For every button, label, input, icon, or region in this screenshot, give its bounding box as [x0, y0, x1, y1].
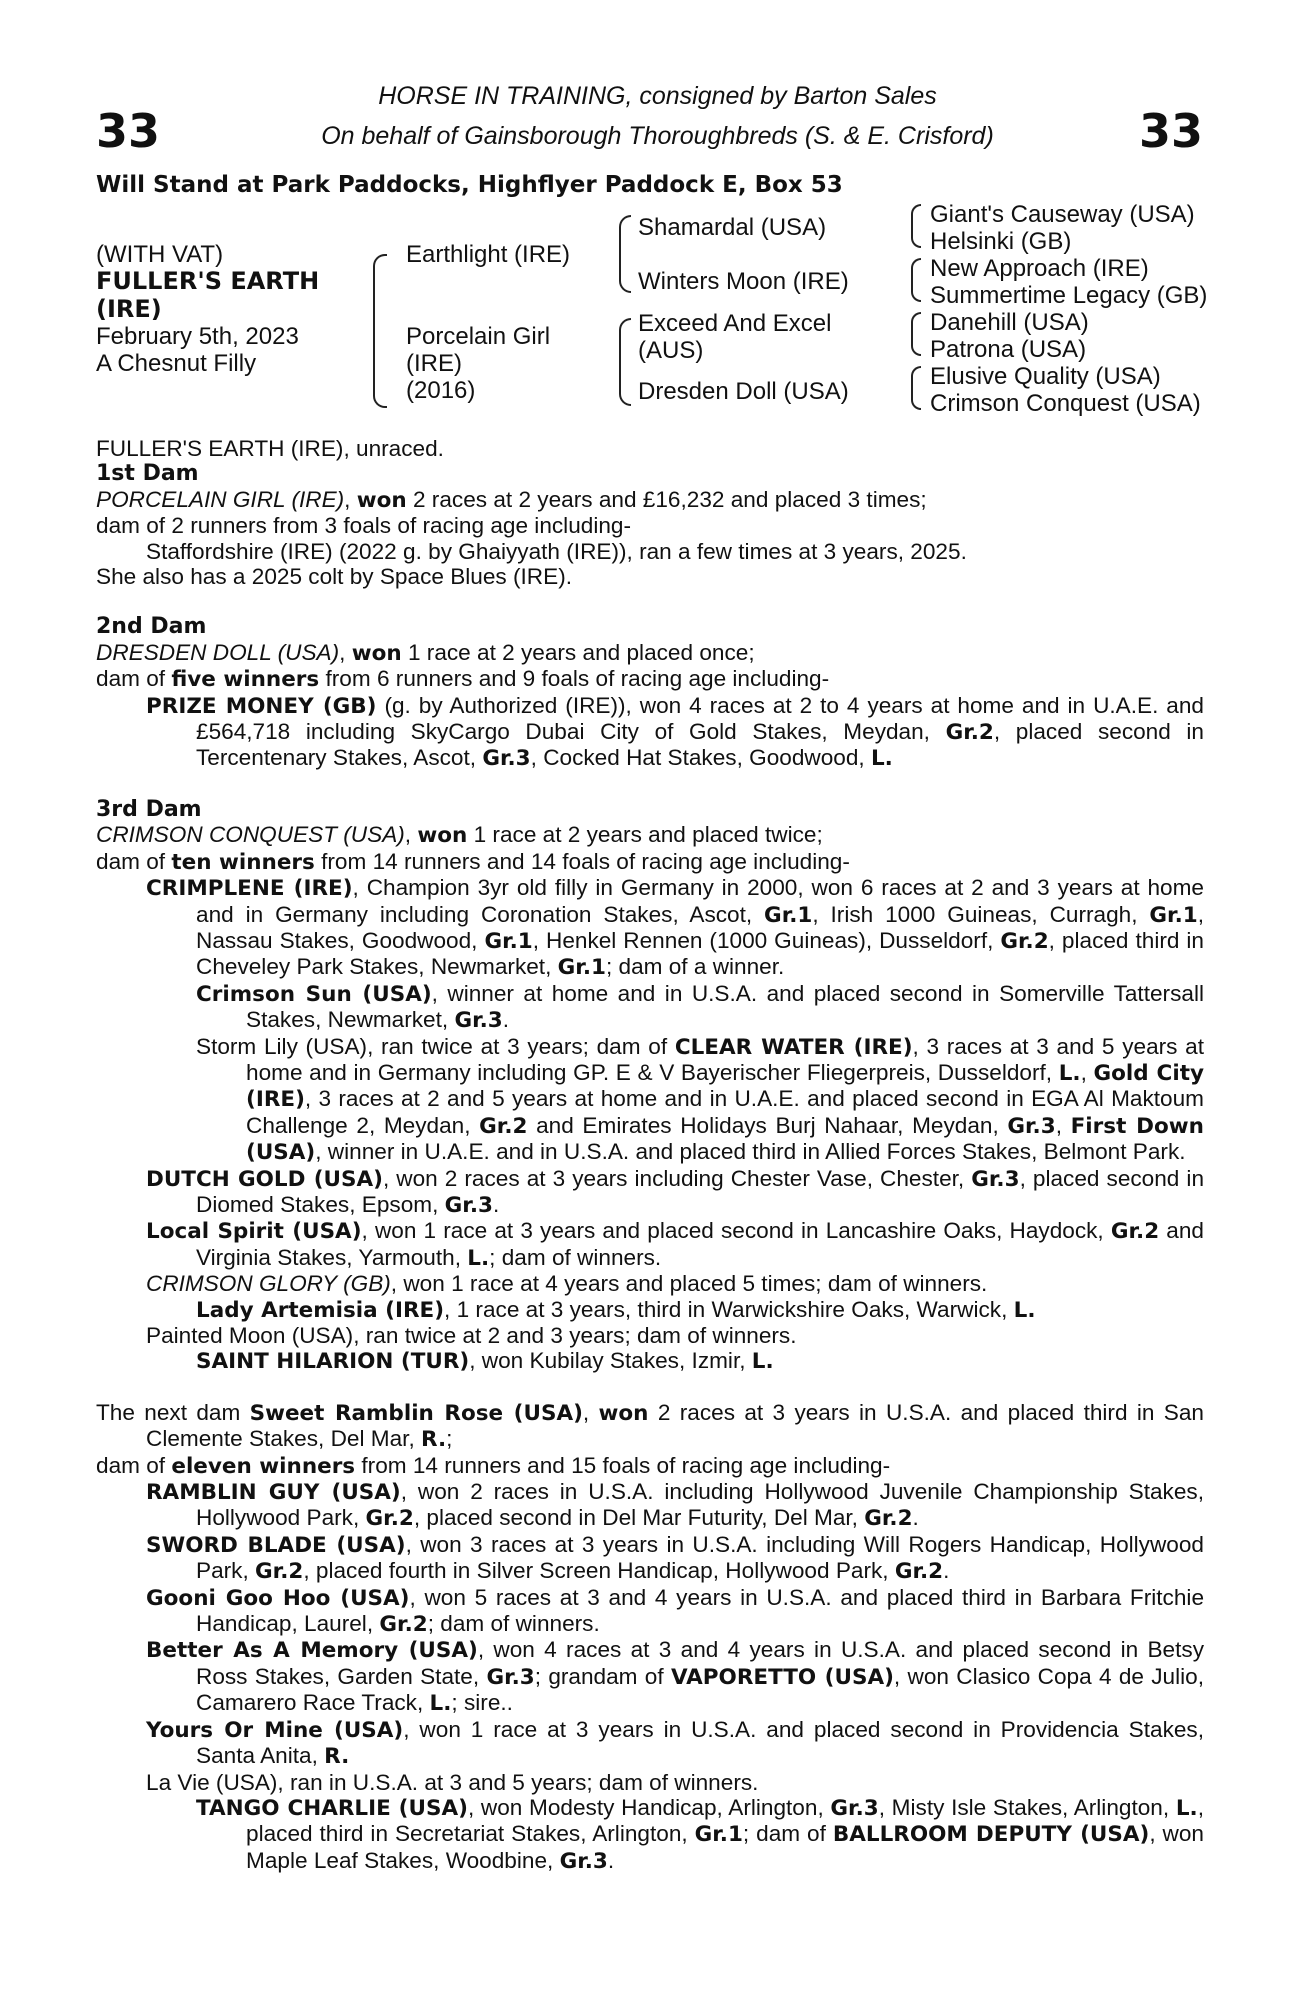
- pedigree-brace: [619, 215, 631, 293]
- next-dam-record: [96, 1400, 1204, 1453]
- second-dam-record: DRESDEN DOLL (USA), won 1 race at 2 years and placed once;: [96, 639, 755, 666]
- dam-sire-suffix: (AUS): [638, 337, 704, 364]
- first-dam-record: PORCELAIN GIRL (IRE), won 2 races at 2 years and £16,232 and placed 3 times;: [96, 486, 927, 513]
- progeny-entry: [96, 875, 1204, 981]
- dam-year: (2016): [406, 377, 476, 404]
- horse-name: First Down (USA): [246, 1113, 1204, 1166]
- winners-count: eleven winners: [171, 1453, 356, 1479]
- grade: L.: [467, 1245, 490, 1271]
- progeny-entry: [96, 1297, 1204, 1323]
- horse-name: Lady Artemisia (IRE): [196, 1297, 445, 1323]
- text: ; dam of: [742, 1821, 833, 1847]
- progeny-entry: [96, 693, 1204, 772]
- text: , placed second in Tercentenary Stakes, Ascot,: [196, 719, 1204, 771]
- third-dam-heading: 3rd Dam: [96, 796, 202, 822]
- progeny-entry: [96, 1532, 1204, 1585]
- text: from 6 runners and 9 foals of racing age including-: [319, 666, 830, 692]
- horse-name: CLEAR WATER (IRE): [674, 1034, 913, 1060]
- grade: Gr.1: [1149, 902, 1198, 928]
- text: dam of: [96, 666, 172, 692]
- horse-name: CRIMSON GLORY (GB): [146, 1271, 391, 1297]
- horse-name: TANGO CHARLIE (USA): [196, 1795, 468, 1821]
- text: from 14 runners and 14 foals of racing age including-: [314, 848, 850, 874]
- progeny-entry: Painted Moon (USA), ran twice at 2 and 3 years; dam of winners.: [146, 1323, 797, 1348]
- progeny-entry: [96, 1271, 1204, 1296]
- sire-sire-sire: Giant's Causeway (USA): [930, 201, 1195, 228]
- horse-name: FULLER'S EARTH: [96, 267, 320, 295]
- first-dam-note: She also has a 2025 colt by Space Blues (IRE).: [96, 564, 572, 590]
- horse-name: PRIZE MONEY (GB): [146, 693, 377, 719]
- third-dam-produce: [96, 849, 1204, 875]
- horse-name: RAMBLIN GUY (USA): [146, 1480, 401, 1506]
- won-label: won: [351, 640, 402, 666]
- text: 2 races at 3 years in U.S.A. and placed third in San Clemente Stakes, Del Mar,: [146, 1399, 1204, 1452]
- text: , 1 race at 3 years, third in Warwickshire Oaks, Warwick,: [444, 1296, 1014, 1322]
- progeny-entry: [96, 981, 1204, 1034]
- sire: Earthlight (IRE): [406, 241, 571, 268]
- grade: Gr.2: [479, 1113, 528, 1139]
- consignment-line: HORSE IN TRAINING, consigned by Barton Sales: [378, 82, 937, 110]
- vat-note: (WITH VAT): [96, 241, 224, 268]
- text: , Champion 3yr old filly in Germany in 2000, won 6 races at 2 and 3 years at home and in Germany including Coronation Stakes, Ascot,: [196, 875, 1204, 927]
- text: , placed second in Del Mar Futurity, Del Mar,: [413, 1505, 865, 1531]
- pedigree-brace: [373, 254, 387, 408]
- progeny-entry: [96, 1348, 1204, 1374]
- second-dam-heading: 2nd Dam: [96, 614, 207, 640]
- dam-sire-dam: Patrona (USA): [930, 336, 1087, 363]
- text: (g. by Authorized (IRE)), won 4 races at 2 to 4 years at home and in U.A.E. and £564,718 including SkyCargo Dubai City of Gold Stakes, Meydan,: [196, 692, 1204, 745]
- text: , won 1 race at 3 years and placed second in Lancashire Oaks, Haydock,: [361, 1218, 1111, 1244]
- text: , won 1 race at 3 years in U.S.A. and placed second in Providencia Stakes, Santa Anita,: [196, 1716, 1205, 1769]
- text: , won 5 races at 3 and 4 years in U.S.A. and placed third in Barbara Fritchie Handicap, Laurel,: [196, 1584, 1205, 1637]
- text: , 3 races at 3 and 5 years at home and in Germany including GP. E & V Bayerischer Fliegerpreis, Dusseldorf,: [246, 1033, 1204, 1085]
- progeny-entry: [96, 1795, 1204, 1874]
- first-dam-produce: dam of 2 runners from 3 foals of racing age including-: [96, 513, 632, 539]
- sire-dam: Winters Moon (IRE): [638, 268, 849, 295]
- won-label: won: [417, 823, 468, 849]
- text: ; dam of a winner.: [605, 954, 785, 980]
- won-label: won: [356, 487, 407, 513]
- grade: L.: [870, 746, 893, 772]
- text: ,: [582, 1399, 599, 1425]
- text: The next dam: [96, 1399, 250, 1425]
- dam-sire-sire: Danehill (USA): [930, 309, 1089, 336]
- text: , won Clasico Copa 4 de Julio, Camarero Race Track,: [196, 1663, 1205, 1716]
- dam: Porcelain Girl: [406, 323, 551, 350]
- sire-sire-dam: Helsinki (GB): [930, 228, 1072, 255]
- text: , won Modesty Handicap, Arlington,: [467, 1794, 831, 1820]
- grade: Gr.2: [894, 1559, 944, 1585]
- dam-name: CRIMSON CONQUEST (USA): [96, 822, 405, 848]
- text: and Emirates Holidays Burj Nahaar, Meydan,: [527, 1112, 1008, 1138]
- text: from 14 runners and 15 foals of racing age including-: [355, 1452, 891, 1478]
- progeny-entry: [96, 1479, 1204, 1532]
- text: , placed fourth in Silver Screen Handicap, Hollywood Park,: [303, 1558, 895, 1584]
- sire-dam-sire: New Approach (IRE): [930, 255, 1149, 282]
- grade: Gr.1: [484, 928, 533, 954]
- progeny-entry: [96, 1218, 1204, 1271]
- progeny-entry: [96, 1717, 1204, 1770]
- text: .: [607, 1847, 615, 1873]
- text: ,: [1055, 1112, 1071, 1138]
- text: .: [912, 1505, 919, 1531]
- pedigree-brace: [911, 366, 921, 410]
- text: dam of: [96, 1452, 172, 1478]
- grade: L.: [1175, 1795, 1198, 1821]
- grade: L.: [1013, 1297, 1036, 1323]
- dam-dam: Dresden Doll (USA): [638, 378, 849, 405]
- record-text: 1 race at 2 years and placed twice;: [467, 822, 823, 848]
- text: , won Kubilay Stakes, Izmir,: [469, 1348, 752, 1374]
- progeny-entry: [96, 1637, 1204, 1716]
- grade: L.: [429, 1691, 452, 1717]
- grade: Gr.3: [482, 746, 531, 772]
- text: , won 1 race at 4 years and placed 5 times; dam of winners.: [390, 1271, 988, 1297]
- text: , Irish 1000 Guineas, Curragh,: [812, 901, 1150, 927]
- text: .: [492, 1191, 500, 1217]
- record-text: 2 races at 2 years and £16,232 and placed 3 times;: [406, 486, 927, 512]
- grade: Gr.3: [830, 1795, 879, 1821]
- progeny-entry: Staffordshire (IRE) (2022 g. by Ghaiyyath (IRE)), ran a few times at 3 years, 2025.: [146, 538, 967, 564]
- progeny-entry: La Vie (USA), ran in U.S.A. at 3 and 5 years; dam of winners.: [146, 1769, 759, 1795]
- sire-dam-dam: Summertime Legacy (GB): [930, 282, 1208, 309]
- grade: R.: [421, 1427, 447, 1453]
- text: , Nassau Stakes, Goodwood,: [196, 901, 1204, 953]
- text: , winner at home and in U.S.A. and placed second in Somerville Tattersall Stakes, Newmarket,: [246, 980, 1204, 1033]
- text: , won 2 races in U.S.A. including Hollywood Juvenile Championship Stakes, Hollywood Park,: [196, 1479, 1204, 1531]
- text: , Henkel Rennen (1000 Guineas), Dusseldorf,: [532, 927, 1001, 953]
- dam-dam-dam: Crimson Conquest (USA): [930, 390, 1201, 417]
- vendor-line: On behalf of Gainsborough Thoroughbreds (S. & E. Crisford): [321, 122, 994, 150]
- grade: Gr.3: [1007, 1113, 1056, 1139]
- horse-name: CRIMPLENE (IRE): [146, 876, 353, 902]
- winners-count: five winners: [171, 667, 320, 693]
- dam-suffix: (IRE): [406, 350, 462, 377]
- grade: Gr.2: [864, 1506, 913, 1532]
- text: , Cocked Hat Stakes, Goodwood,: [530, 745, 871, 771]
- progeny-entry: [96, 1034, 1204, 1166]
- dam-name: Sweet Ramblin Rose (USA): [249, 1400, 583, 1426]
- grade: Gr.3: [486, 1664, 535, 1690]
- text: , 3 races at 2 and 5 years at home and in U.A.E. and placed second in EGA Al Maktoum Challenge 2, Meydan,: [246, 1086, 1204, 1138]
- grade: Gr.1: [694, 1822, 743, 1848]
- text: ,: [1080, 1059, 1094, 1085]
- winners-count: ten winners: [171, 849, 315, 875]
- intro-line: FULLER'S EARTH (IRE), unraced.: [96, 436, 444, 461]
- third-dam-record: CRIMSON CONQUEST (USA), won 1 race at 2 years and placed twice;: [96, 822, 823, 849]
- text: dam of: [96, 848, 172, 874]
- grade: L.: [1058, 1060, 1081, 1086]
- text: ; dam of winners.: [427, 1611, 600, 1637]
- horse-name: SAINT HILARION (TUR): [196, 1349, 470, 1375]
- grade: L.: [751, 1349, 774, 1375]
- lot-number-left: 33: [96, 104, 161, 158]
- grade: Gr.1: [557, 955, 606, 981]
- grade: R.: [324, 1744, 350, 1770]
- horse-name: VAPORETTO (USA): [670, 1664, 894, 1690]
- grade: Gr.2: [945, 720, 994, 746]
- foaling-date: February 5th, 2023: [96, 323, 299, 350]
- text: ; sire..: [451, 1690, 513, 1716]
- text: , won 4 races at 3 and 4 years in U.S.A. and placed second in Betsy Ross Stakes, Garden State,: [196, 1637, 1204, 1689]
- grade: Gr.2: [365, 1506, 414, 1532]
- grade: Gr.2: [379, 1612, 428, 1638]
- horse-description: A Chesnut Filly: [96, 350, 257, 377]
- pedigree-brace: [911, 258, 921, 302]
- sire-sire: Shamardal (USA): [638, 214, 827, 241]
- grade: Gr.3: [444, 1192, 493, 1218]
- progeny-entry: [96, 1585, 1204, 1638]
- lot-number-right: 33: [1138, 104, 1203, 158]
- horse-name: Gooni Goo Hoo (USA): [146, 1585, 410, 1611]
- text: , won 2 races at 3 years including Chester Vase, Chester,: [382, 1165, 972, 1191]
- dam-sire: Exceed And Excel: [638, 310, 832, 337]
- stand-location: Will Stand at Park Paddocks, Highflyer Paddock E, Box 53: [96, 172, 843, 198]
- pedigree-brace: [911, 204, 921, 248]
- second-dam-produce: [96, 666, 1204, 692]
- horse-name: Gold City (IRE): [246, 1060, 1204, 1113]
- horse-name: Local Spirit (USA): [146, 1219, 362, 1245]
- horse-name: BALLROOM DEPUTY (USA): [832, 1822, 1150, 1848]
- horse-name: Crimson Sun (USA): [196, 981, 432, 1007]
- text: , placed second in Diomed Stakes, Epsom,: [196, 1165, 1205, 1217]
- progeny-entry: [96, 1166, 1204, 1219]
- text: ; dam of winners.: [489, 1244, 662, 1270]
- grade: Gr.2: [1110, 1219, 1160, 1245]
- grade: Gr.1: [764, 902, 813, 928]
- pedigree-brace: [619, 318, 631, 406]
- text: , Misty Isle Stakes, Arlington,: [878, 1794, 1176, 1820]
- text: , won 3 races at 3 years in U.S.A. including Will Rogers Handicap, Hollywood Park,: [196, 1531, 1204, 1584]
- next-dam-produce: [96, 1453, 1204, 1479]
- text: , placed third in Cheveley Park Stakes, Newmarket,: [196, 927, 1204, 980]
- won-label: won: [598, 1400, 649, 1426]
- text: and Virginia Stakes, Yarmouth,: [196, 1218, 1204, 1270]
- grade: Gr.2: [255, 1559, 304, 1585]
- text: ; grandam of: [534, 1663, 671, 1689]
- grade: Gr.3: [971, 1166, 1020, 1192]
- first-dam-heading: 1st Dam: [96, 461, 199, 487]
- horse-name: Better As A Memory (USA): [146, 1638, 478, 1664]
- pedigree-notes: [96, 436, 1204, 1874]
- text: , won Maple Leaf Stakes, Woodbine,: [246, 1821, 1204, 1873]
- dam-dam-sire: Elusive Quality (USA): [930, 363, 1161, 390]
- text: ;: [446, 1426, 453, 1452]
- grade: Gr.3: [454, 1008, 503, 1034]
- text: .: [502, 1007, 510, 1033]
- horse-name: SWORD BLADE (USA): [146, 1532, 406, 1558]
- text: , winner in U.A.E. and in U.S.A. and placed third in Allied Forces Stakes, Belmont Park.: [315, 1139, 1186, 1165]
- grade: Gr.3: [559, 1848, 608, 1874]
- dam-name: PORCELAIN GIRL (IRE): [96, 486, 345, 512]
- text: .: [943, 1558, 950, 1584]
- horse-name: Yours Or Mine (USA): [146, 1717, 404, 1743]
- record-text: 1 race at 2 years and placed once;: [401, 639, 755, 665]
- grade: Gr.2: [1000, 928, 1049, 954]
- text: Storm Lily (USA), ran twice at 3 years; dam of: [196, 1033, 675, 1059]
- horse-name-suffix: (IRE): [96, 295, 162, 323]
- horse-name: DUTCH GOLD (USA): [146, 1166, 383, 1192]
- dam-name: DRESDEN DOLL (USA): [96, 639, 340, 665]
- text: , placed third in Secretariat Stakes, Arlington,: [246, 1794, 1204, 1847]
- pedigree-brace: [911, 312, 921, 356]
